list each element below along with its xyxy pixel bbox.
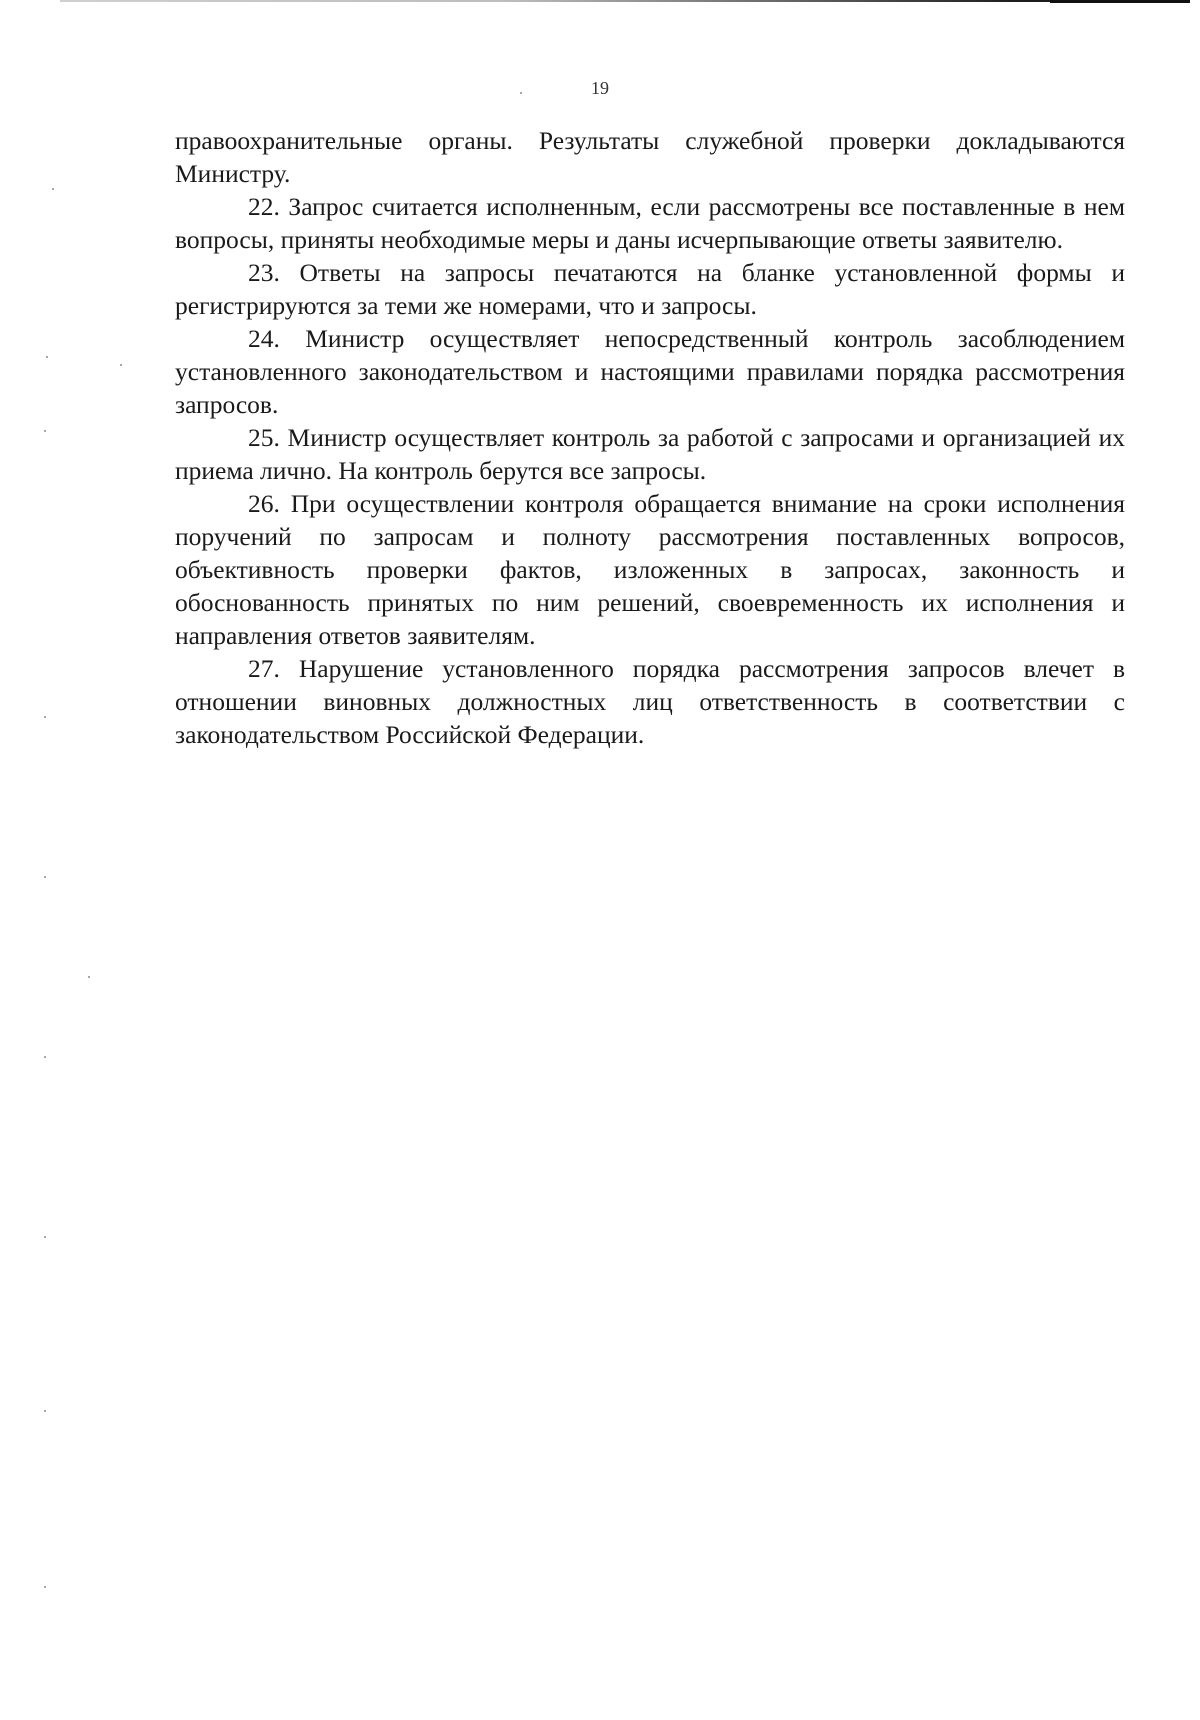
scan-speck (88, 976, 90, 978)
scan-speck (44, 1410, 46, 1412)
scan-speck (52, 188, 54, 190)
scan-speck (44, 1056, 46, 1058)
paragraph-23: 23. Ответы на запросы печатаются на бланке установленной формы и регистрируются за теми же номерами, что и запросы. (175, 258, 1125, 320)
scan-speck (44, 876, 46, 878)
paragraph-22: 22. Запрос считается исполненным, если рассмотрены все поставленные в нем вопросы, приняты необходимые меры и даны исчерпывающие ответы заявителю. (175, 192, 1125, 254)
paragraph-27: 27. Нарушение установленного порядка рассмотрения запросов влечет в отношении виновных должностных лиц ответственность в соответствии с законодательством Российской Федерации. (175, 654, 1125, 749)
paragraph-24: 24. Министр осуществляет непосредственный контроль засоблюдением установленного законодательством и настоящими правилами порядка рассмотрения запросов. (175, 324, 1125, 419)
scan-speck (44, 1236, 46, 1238)
paragraph-26: 26. При осуществлении контроля обращается внимание на сроки исполнения поручений по запросам и полноту рассмотрения поставленных вопросов, объективность проверки фактов, изложенных в запросах, законность и обоснованность принятых по ним решений, своевременность их исполнения и направления ответов заявителям. (175, 489, 1125, 650)
scan-speck (120, 364, 122, 366)
paragraph-25: 25. Министр осуществляет контроль за работой с запросами и организацией их приема лично. На контроль берутся все запросы. (175, 423, 1125, 485)
scan-speck (44, 1586, 46, 1588)
paragraph-continuation: правоохранительные органы. Результаты служебной проверки докладываются Министру. (175, 126, 1125, 188)
page-number: 19 (591, 78, 609, 98)
document-body (175, 124, 1125, 751)
scan-edge-corner (1050, 0, 1190, 3)
scan-speck (44, 716, 46, 718)
scan-speck (44, 430, 46, 432)
scan-speck (46, 356, 48, 358)
scan-edge-top (60, 0, 1180, 2)
